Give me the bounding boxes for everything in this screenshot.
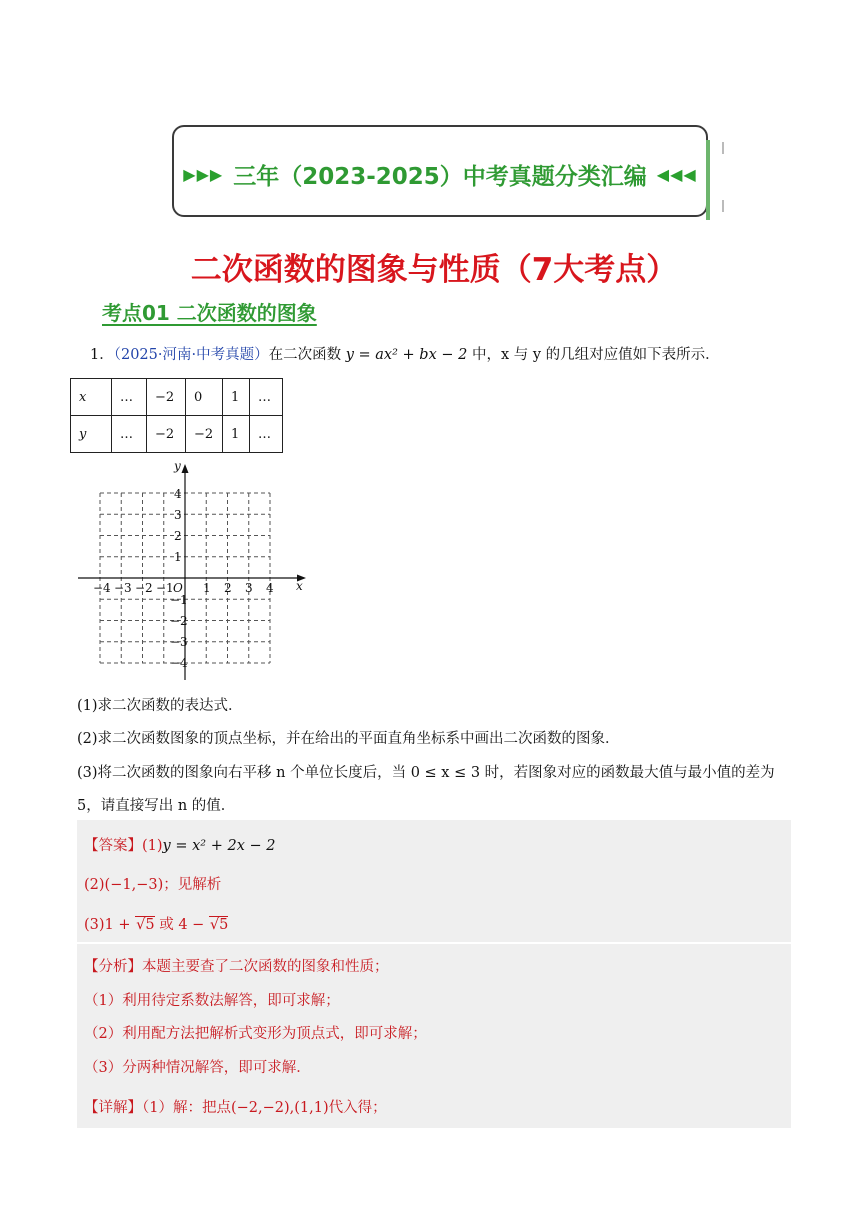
detail-line: [84, 1096, 387, 1117]
analysis-intro: 本题主要查了二次函数的图象和性质；: [142, 959, 389, 975]
x-tick-label: −4: [93, 581, 111, 595]
table-row: [71, 379, 283, 416]
answer-1: y = x² + 2x − 2: [162, 838, 276, 854]
answer-line-3: [84, 913, 228, 934]
sqrt-term: √5: [209, 917, 229, 933]
x-axis-label: x: [296, 579, 303, 593]
question-text: 中，: [467, 347, 501, 363]
analysis-step-3: （3）分两种情况解答，即可求解．: [84, 1060, 311, 1076]
answer-line-1: [84, 834, 275, 855]
analysis-step-2: （2）利用配方法把解析式变形为顶点式，即可求解；: [84, 1026, 427, 1042]
y-tick-label: 2: [174, 529, 182, 543]
sub-question-1: (1)求二次函数的表达式．: [77, 698, 243, 714]
answer-prefix: (2): [84, 877, 105, 893]
question-source: （2025·河南·中考真题）: [113, 347, 269, 363]
table-cell: …: [112, 379, 147, 416]
question-text: x 与 y 的几组对应值如下表所示．: [500, 347, 720, 363]
banner-row: [174, 160, 706, 188]
x-tick-label: 4: [266, 581, 274, 595]
table-cell: …: [250, 379, 283, 416]
banner-edge-mark: [722, 142, 724, 154]
detail-label: 【详解】: [84, 1100, 142, 1116]
page-title: 二次函数的图象与性质（7大考点）: [190, 252, 678, 288]
y-tick-label: 3: [174, 508, 182, 522]
table-cell: x: [71, 379, 112, 416]
title-banner: [172, 125, 708, 217]
answer-3: 或 4 −: [154, 917, 209, 933]
y-tick-label: −3: [170, 635, 188, 649]
x-tick-label: 3: [245, 581, 253, 595]
y-tick-label: 4: [174, 487, 182, 501]
sub-question-2: (2)求二次函数图象的顶点坐标，并在给出的平面直角坐标系中画出二次函数的图象．: [77, 731, 620, 747]
analysis-label: 【分析】: [84, 959, 142, 975]
table-cell: 0: [186, 379, 223, 416]
section-heading: 考点01 二次函数的图象: [102, 301, 317, 325]
right-arrows-icon: ◀◀◀: [656, 164, 697, 184]
x-tick-label: 1: [203, 581, 211, 595]
analysis-step-1: （1）利用待定系数法解答，即可求解；: [84, 993, 340, 1009]
answer-prefix: (1): [142, 838, 163, 854]
table-row: [71, 416, 283, 453]
question-formula: y = ax² + bx − 2: [345, 347, 468, 363]
x-tick-label: 2: [224, 581, 232, 595]
origin-label: O: [173, 581, 183, 595]
y-tick-label: −4: [170, 656, 188, 670]
question-stem: [90, 343, 720, 364]
answer-line-2: [84, 873, 221, 894]
sub-question-3-cont: 5，请直接写出 n 的值．: [77, 798, 236, 814]
table-cell: −2: [186, 416, 223, 453]
table-cell: 1: [223, 416, 250, 453]
table-cell: …: [112, 416, 147, 453]
answer-2: (−1,−3)；见解析: [104, 877, 222, 893]
banner-shadow: [706, 140, 710, 220]
x-tick-label: −3: [114, 581, 132, 595]
question-number: 1．: [90, 347, 114, 363]
y-tick-label: −1: [170, 593, 188, 607]
table-cell: −2: [147, 416, 186, 453]
answer-3: 1 +: [104, 917, 136, 933]
table-cell: −2: [147, 379, 186, 416]
left-arrows-icon: ▶▶▶: [183, 164, 224, 184]
answer-label: 【答案】: [84, 838, 142, 854]
coordinate-grid: [70, 458, 320, 683]
question-text: 在二次函数: [268, 347, 346, 363]
banner-edge-mark: [722, 200, 724, 212]
table-cell: 1: [223, 379, 250, 416]
answer-prefix: (3): [84, 917, 105, 933]
y-axis-arrow-icon: [182, 464, 189, 473]
y-tick-label: −2: [170, 614, 188, 628]
detail-text: （1）解：把点(−2,−2),(1,1)代入得；: [142, 1100, 387, 1116]
banner-title: 三年（2023-2025）中考真题分类汇编: [233, 163, 647, 190]
sqrt-term: √5: [136, 917, 155, 933]
y-tick-label: 1: [174, 550, 182, 564]
y-axis-label: y: [174, 459, 181, 473]
x-tick-label: −2: [135, 581, 153, 595]
analysis-line: [84, 955, 389, 976]
value-table: [70, 378, 283, 453]
sub-question-3: (3)将二次函数的图象向右平移 n 个单位长度后，当 0 ≤ x ≤ 3 时，若图象对应的函数最大值与最小值的差为: [77, 765, 775, 781]
table-cell: y: [71, 416, 112, 453]
table-cell: …: [250, 416, 283, 453]
x-tick-label: −1: [156, 581, 174, 595]
